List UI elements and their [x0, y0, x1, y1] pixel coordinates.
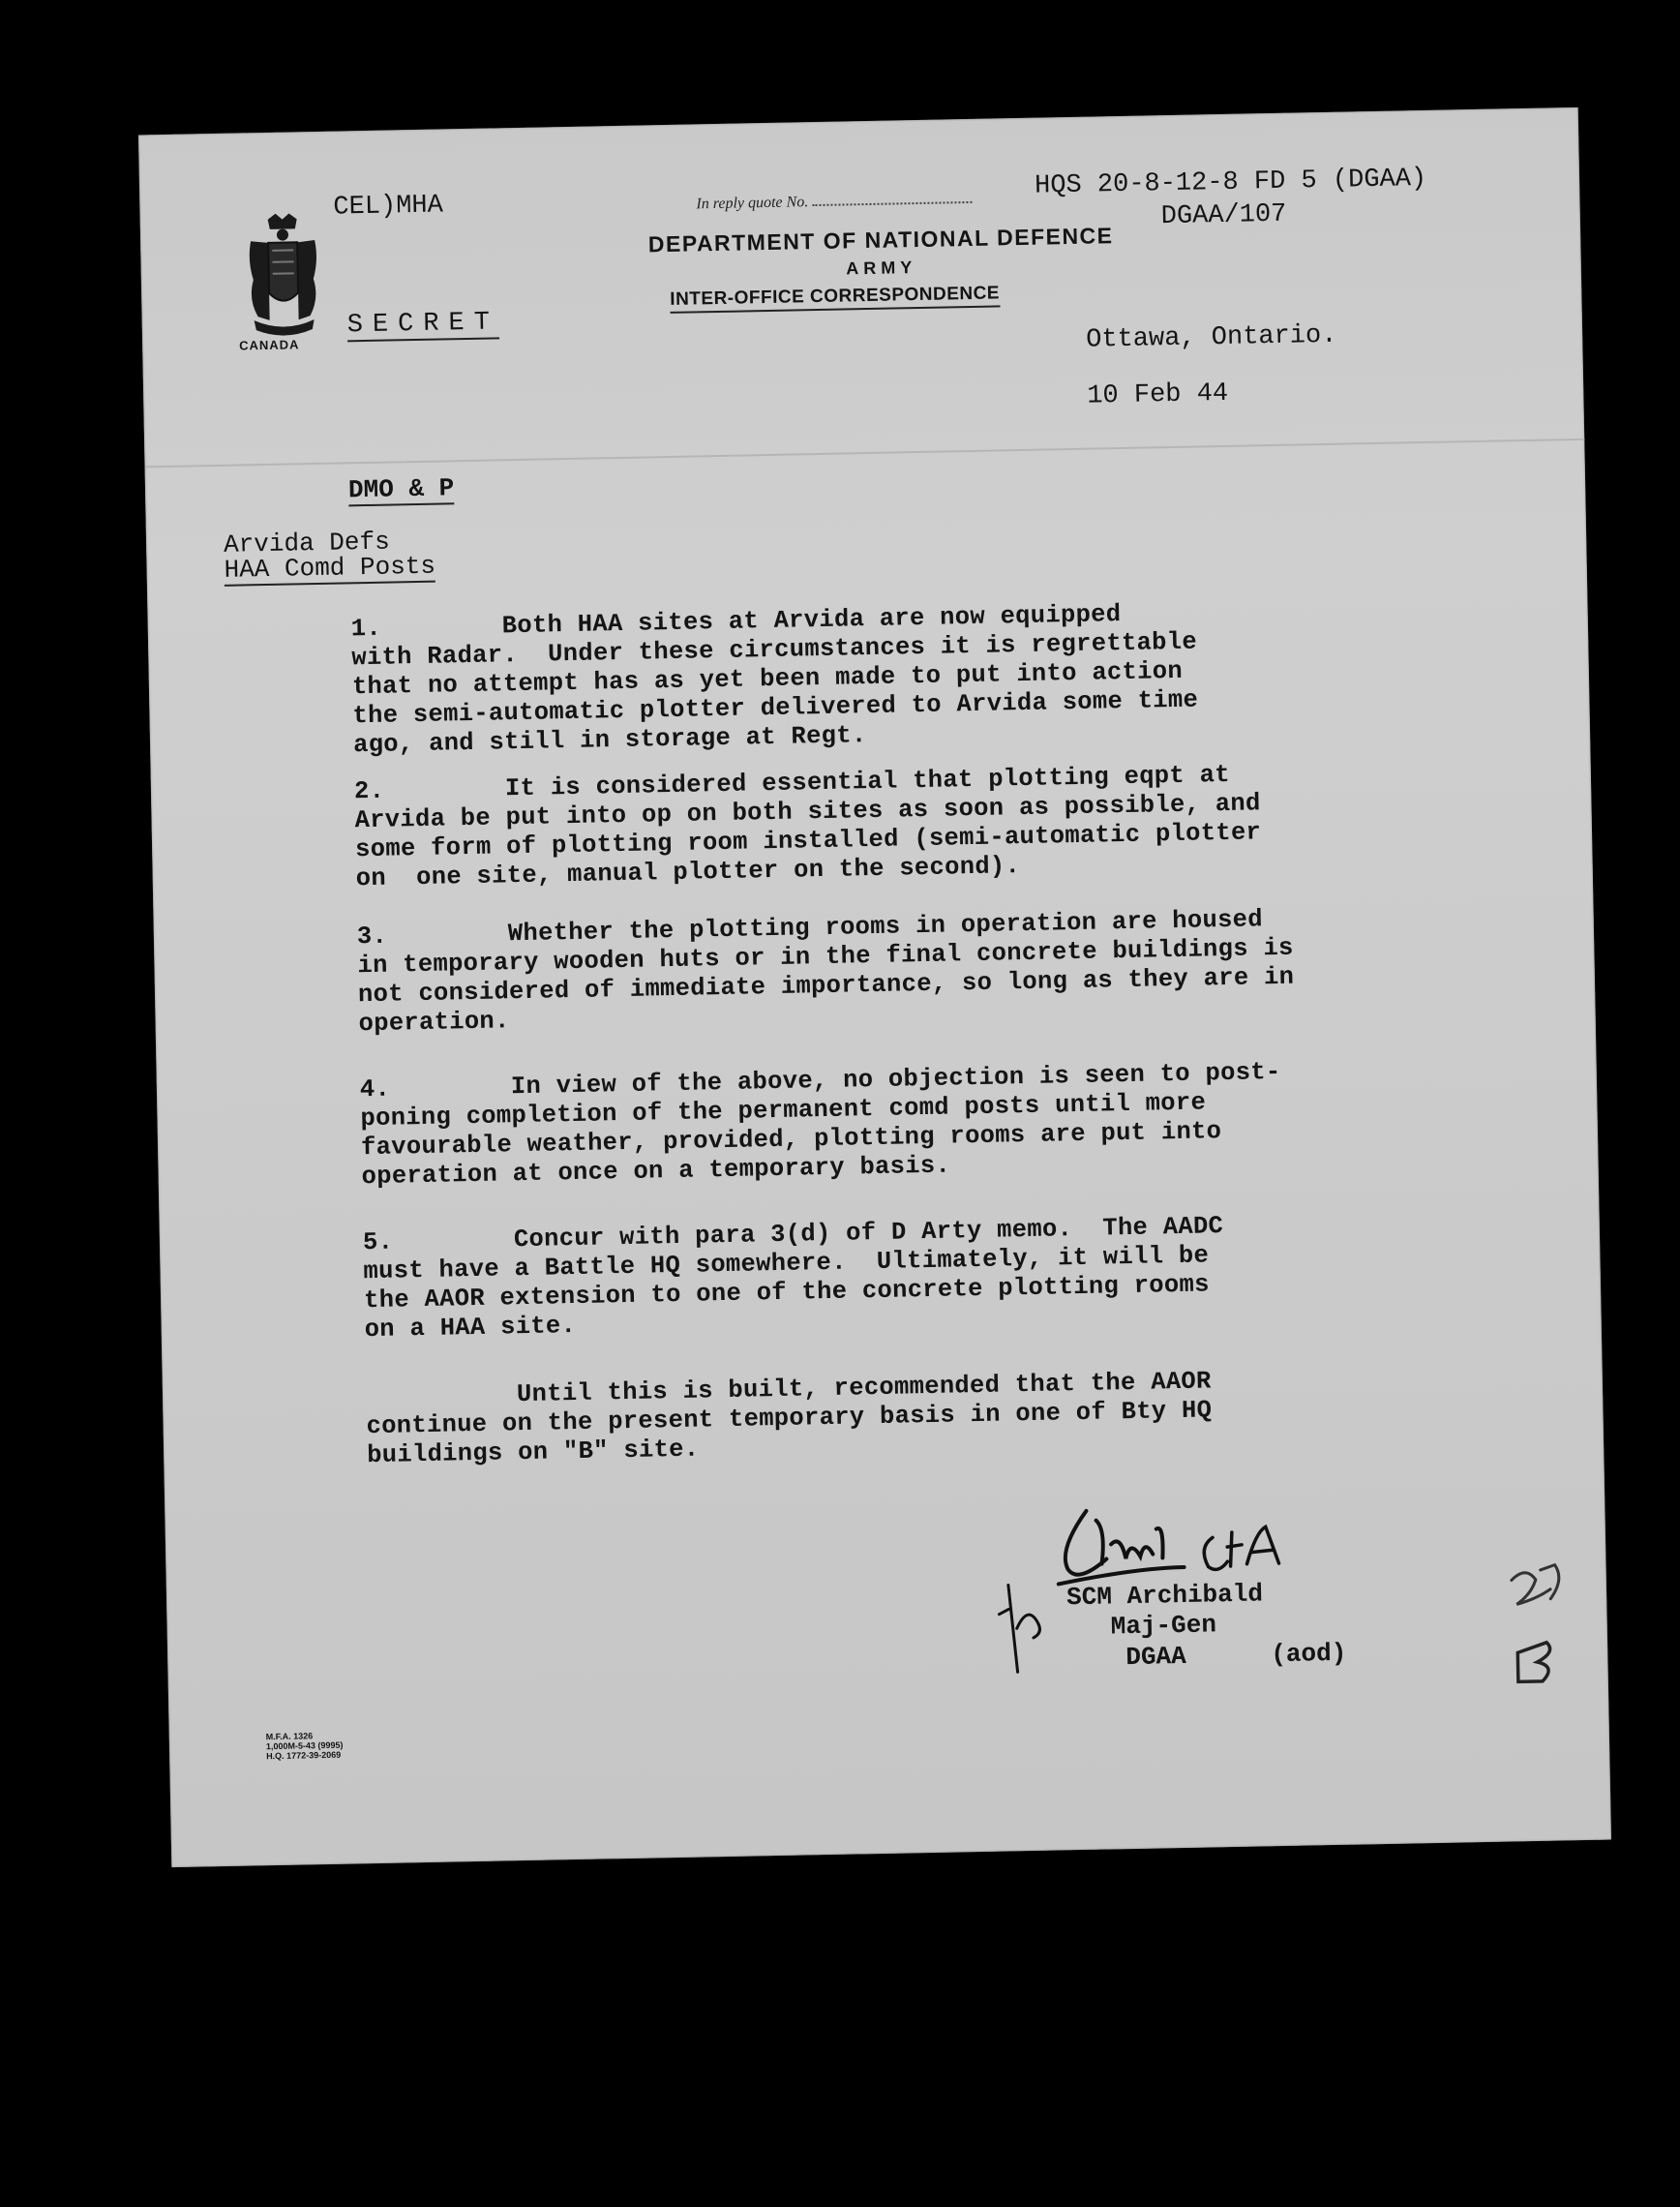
paragraph-5: 5. Concur with para 3(d) of D Arty memo. The AADC must have a Battle HQ somewhere. Ultimately, it will be the AAOR extension to one of the concrete plotting rooms on a HAA site. [362, 1212, 1224, 1345]
margin-handwriting [1501, 1559, 1572, 1696]
reply-quote-label: In reply quote No. [696, 191, 972, 213]
form-number-line1: M.F.A. 1326 [265, 1731, 314, 1742]
file-reference-line1: HQS 20-8-12-8 FD 5 (DGAA) [1034, 164, 1427, 201]
paragraph-6: Until this is built, recommended that the AAOR continue on the present temporary basis in one of Bty HQ buildings on "B" site. [365, 1367, 1213, 1470]
fold-line [145, 438, 1585, 469]
subject-line-2: HAA Comd Posts [224, 551, 436, 585]
army-heading: ARMY [846, 257, 917, 279]
document-date: 10 Feb 44 [1087, 378, 1229, 411]
file-reference-line2: DGAA/107 [1160, 199, 1287, 232]
document-sheet [138, 107, 1611, 1867]
signatory-aod: (aod) [1271, 1638, 1347, 1670]
signatory-unit: DGAA [1125, 1641, 1187, 1673]
form-number-line3: H.Q. 1772-39-2069 [266, 1749, 342, 1762]
addressee: DMO & P [347, 473, 455, 505]
location: Ottawa, Ontario. [1085, 320, 1337, 355]
handwritten-initial [989, 1575, 1059, 1682]
signatory-rank: Maj-Gen [1110, 1610, 1217, 1642]
form-number-line2: 1,000M-5-43 (9995) [265, 1739, 344, 1752]
paragraph-3: 3. Whether the plotting rooms in operation are housed in temporary wooden huts or in the final concrete buildings is not considered of immediate importance, so long as they are in operation. [356, 905, 1295, 1039]
paragraph-2: 2. It is considered essential that plotting eqpt at Arvida be put into op on both sites as soon as possible, and some form of plotting room installed (semi-automatic plotter on one site, manual plotter on the second). [353, 760, 1262, 893]
paragraph-4: 4. In view of the above, no objection is seen to post- poning completion of the permanent comd posts until more favourable weather, provided, plotting rooms are put into operation at once on a temporary basis. [359, 1057, 1281, 1192]
paragraph-1: 1. Both HAA sites at Arvida are now equipped with Radar. Under these circumstances it is regrettable that no attempt has as yet been made to put into action the semi-automatic plotter delivered to Arvida some time ago, and still in storage at Regt. [350, 600, 1199, 760]
correspondence-heading: INTER-OFFICE CORRESPONDENCE [670, 283, 1000, 314]
crest-label: CANADA [239, 337, 300, 353]
coat-of-arms-icon [239, 211, 328, 339]
reference-initials: CEL)MHA [333, 191, 444, 223]
subject-line-1: Arvida Defs [223, 527, 390, 559]
department-heading: DEPARTMENT OF NATIONAL DEFENCE [647, 223, 1114, 257]
form-number [266, 1731, 344, 1762]
classification-stamp: SECRET [346, 308, 500, 341]
signatory-name: SCM Archibald [1065, 1579, 1264, 1613]
